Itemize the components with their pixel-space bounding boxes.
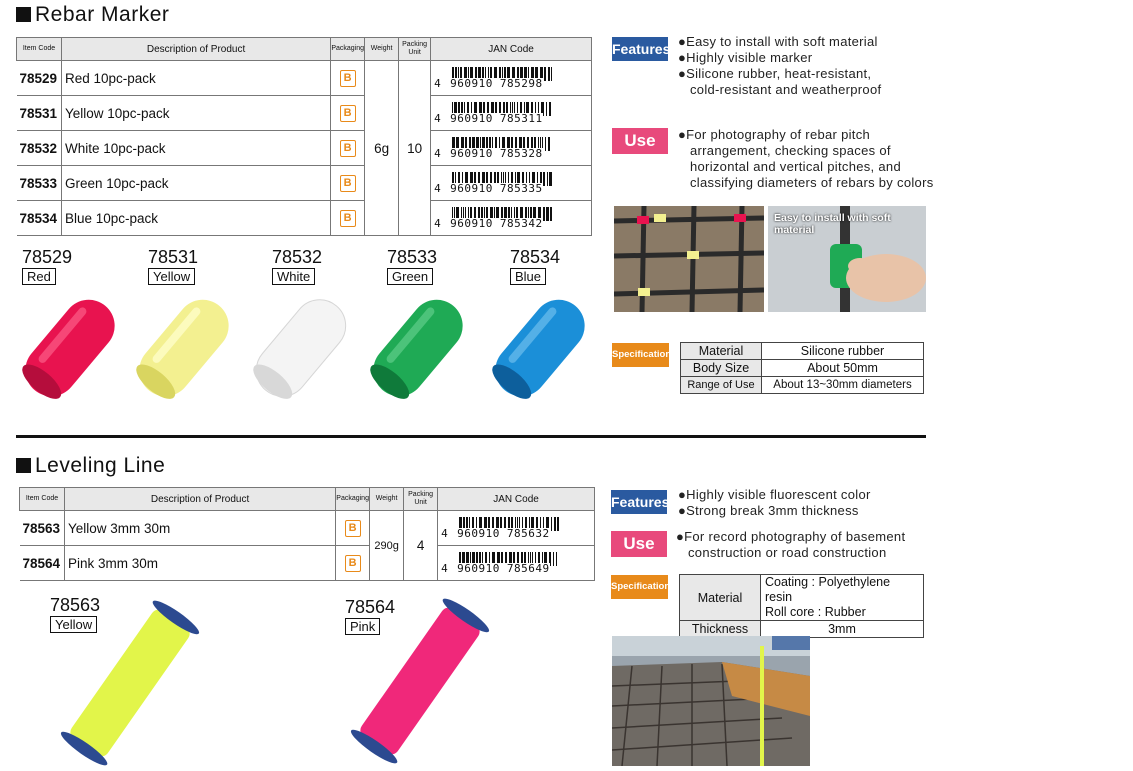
box-packaging-icon: B	[340, 210, 356, 227]
header-packaging: Packaging	[331, 38, 365, 61]
item-code: 78529	[17, 61, 62, 96]
product-label-yellow-line: 78563 Yellow	[50, 595, 101, 632]
specifications-badge: Specifications	[612, 343, 669, 367]
header-item-code: Item Code	[20, 488, 65, 511]
barcode-bar	[554, 517, 556, 531]
table-row	[17, 96, 592, 131]
barcode: 4 960910 785335	[434, 170, 554, 196]
jan-number: 960910 785328	[450, 147, 543, 160]
pink-line-spool-image	[348, 595, 493, 768]
header-packaging: Packaging	[336, 488, 370, 511]
item-description: White 10pc-pack	[61, 131, 330, 166]
item-code: 78532	[17, 131, 62, 166]
packing-unit-value: 10	[399, 61, 431, 236]
barcode-bar	[549, 102, 551, 116]
section-divider	[16, 435, 926, 438]
barcode-bar	[544, 67, 546, 81]
header-jan-code: JAN Code	[438, 488, 595, 511]
barcode: 4 960910 785311	[434, 100, 554, 126]
packaging-cell	[336, 511, 370, 546]
product-label-red: 78529 Red	[22, 247, 73, 284]
rebar-section-title: Rebar Marker	[16, 3, 169, 27]
packaging-cell	[336, 546, 370, 581]
barcode: 4 960910 785632	[441, 515, 561, 541]
barcode-bar	[545, 137, 546, 151]
red-marker-image	[15, 290, 126, 407]
barcode: 4 960910 785328	[434, 135, 554, 161]
square-bullet-icon	[16, 7, 31, 22]
spec-key: Range of Use	[681, 377, 762, 394]
box-packaging-icon: B	[345, 520, 361, 537]
header-item-code: Item Code	[17, 38, 62, 61]
packing-unit-value: 4	[404, 511, 438, 581]
jan-number: 960910 785298	[450, 77, 543, 90]
green-marker-image	[363, 290, 474, 407]
packaging-cell	[331, 201, 365, 236]
jan-cell	[431, 131, 592, 166]
box-packaging-icon: B	[340, 175, 356, 192]
barcode-bar	[548, 137, 550, 151]
item-description: Blue 10pc-pack	[61, 201, 330, 236]
item-description: Pink 3mm 30m	[64, 546, 335, 581]
item-code: 78531	[17, 96, 62, 131]
barcode-bar	[557, 517, 559, 531]
jan-cell	[431, 201, 592, 236]
jan-cell	[438, 511, 595, 546]
header-description: Description of Product	[64, 488, 335, 511]
item-description: Green 10pc-pack	[61, 166, 330, 201]
spec-key: Body Size	[681, 360, 762, 377]
table-header-row	[20, 488, 595, 511]
barcode-bar	[546, 102, 547, 116]
product-label-white: 78532 White	[272, 247, 323, 284]
barcode-bar	[551, 517, 552, 531]
item-code: 78564	[20, 546, 65, 581]
features-badge: Features	[612, 37, 668, 61]
item-description: Yellow 3mm 30m	[64, 511, 335, 546]
header-weight: Weight	[370, 488, 404, 511]
product-label-yellow: 78531 Yellow	[148, 247, 199, 284]
barcode-bar	[543, 172, 545, 186]
white-marker-image	[246, 290, 357, 407]
features-text: ●Easy to install with soft material ●Highly visible marker ●Silicone rubber, heat-resistant, cold-resistant and weatherproof	[678, 34, 882, 97]
leveling-section-title: Leveling Line	[16, 454, 165, 478]
packaging-cell	[331, 61, 365, 96]
photo-caption: Easy to install with soft material	[774, 212, 891, 236]
header-jan-code: JAN Code	[431, 38, 592, 61]
spec-value: About 50mm	[762, 360, 924, 377]
barcode-bar	[550, 207, 552, 221]
jan-number: 960910 785649	[457, 562, 550, 575]
jan-number: 960910 785335	[450, 182, 543, 195]
rebar-grid-photo	[614, 206, 764, 312]
barcode-bar	[546, 207, 549, 221]
jan-cell	[431, 166, 592, 201]
rebar-marker-images	[8, 290, 598, 420]
spec-value: About 13~30mm diameters	[762, 377, 924, 394]
leveling-product-table	[19, 487, 595, 581]
jan-number: 960910 785632	[457, 527, 550, 540]
table-header-row	[17, 38, 592, 61]
table-row	[20, 546, 595, 581]
table-row	[17, 166, 592, 201]
jan-cell	[438, 546, 595, 581]
use-text: ●For record photography of basement construction or road construction	[676, 529, 906, 560]
yellow-marker-image	[129, 290, 240, 407]
packaging-cell	[331, 131, 365, 166]
weight-value: 290g	[370, 511, 404, 581]
blue-marker-image	[485, 290, 596, 407]
header-packing-unit: Packing Unit	[404, 488, 438, 511]
packaging-cell	[331, 166, 365, 201]
use-text: ●For photography of rebar pitch arrangement, checking spaces of horizontal and vertical pitches, and classifying diameters of rebars by colors	[678, 127, 934, 190]
barcode-bar	[556, 552, 557, 566]
construction-site-photo	[612, 636, 810, 766]
spec-value: 3mm	[761, 621, 924, 638]
jan-number: 960910 785342	[450, 217, 543, 230]
spec-value: Coating : Polyethylene resin Roll core : Rubber	[761, 575, 924, 621]
features-badge: Features	[611, 490, 667, 514]
barcode-bar	[547, 172, 548, 186]
barcode-bar	[551, 67, 552, 81]
box-packaging-icon: B	[340, 140, 356, 157]
barcode: 4 960910 785342	[434, 205, 554, 231]
install-photo	[768, 206, 926, 312]
barcode-bar	[543, 207, 545, 221]
header-weight: Weight	[365, 38, 399, 61]
spec-key: Material	[680, 575, 761, 621]
weight-value: 6g	[365, 61, 399, 236]
rebar-product-table	[16, 37, 592, 236]
barcode: 4 960910 785649	[441, 550, 561, 576]
product-label-green: 78533 Green	[387, 247, 438, 284]
header-description: Description of Product	[61, 38, 330, 61]
item-description: Red 10pc-pack	[61, 61, 330, 96]
yellow-line-spool-image	[60, 596, 202, 769]
use-badge: Use	[612, 128, 668, 154]
specifications-badge: Specifications	[611, 575, 668, 599]
box-packaging-icon: B	[340, 70, 356, 87]
spec-key: Thickness	[680, 621, 761, 638]
box-packaging-icon: B	[340, 105, 356, 122]
features-text: ●Highly visible fluorescent color ●Strong break 3mm thickness	[678, 487, 871, 518]
item-code: 78534	[17, 201, 62, 236]
jan-cell	[431, 96, 592, 131]
barcode-bar	[553, 552, 554, 566]
packaging-cell	[331, 96, 365, 131]
spec-key: Material	[681, 343, 762, 360]
jan-number: 960910 785311	[450, 112, 543, 125]
leveling-line-images	[60, 595, 520, 771]
barcode-bar	[549, 172, 552, 186]
product-label-pink-line: 78564 Pink	[345, 597, 396, 634]
table-row	[17, 131, 592, 166]
table-row	[20, 511, 595, 546]
item-code: 78533	[17, 166, 62, 201]
leveling-spec-table	[679, 574, 924, 638]
square-bullet-icon	[16, 458, 31, 473]
spec-value: Silicone rubber	[762, 343, 924, 360]
box-packaging-icon: B	[345, 555, 361, 572]
product-label-blue: 78534 Blue	[510, 247, 561, 284]
jan-cell	[431, 61, 592, 96]
item-description: Yellow 10pc-pack	[61, 96, 330, 131]
rebar-spec-table	[680, 342, 924, 394]
header-packing-unit: Packing Unit	[399, 38, 431, 61]
item-code: 78563	[20, 511, 65, 546]
use-badge: Use	[611, 531, 667, 557]
barcode-bar	[548, 67, 550, 81]
table-row	[17, 201, 592, 236]
table-row	[17, 61, 592, 96]
barcode: 4 960910 785298	[434, 65, 554, 91]
